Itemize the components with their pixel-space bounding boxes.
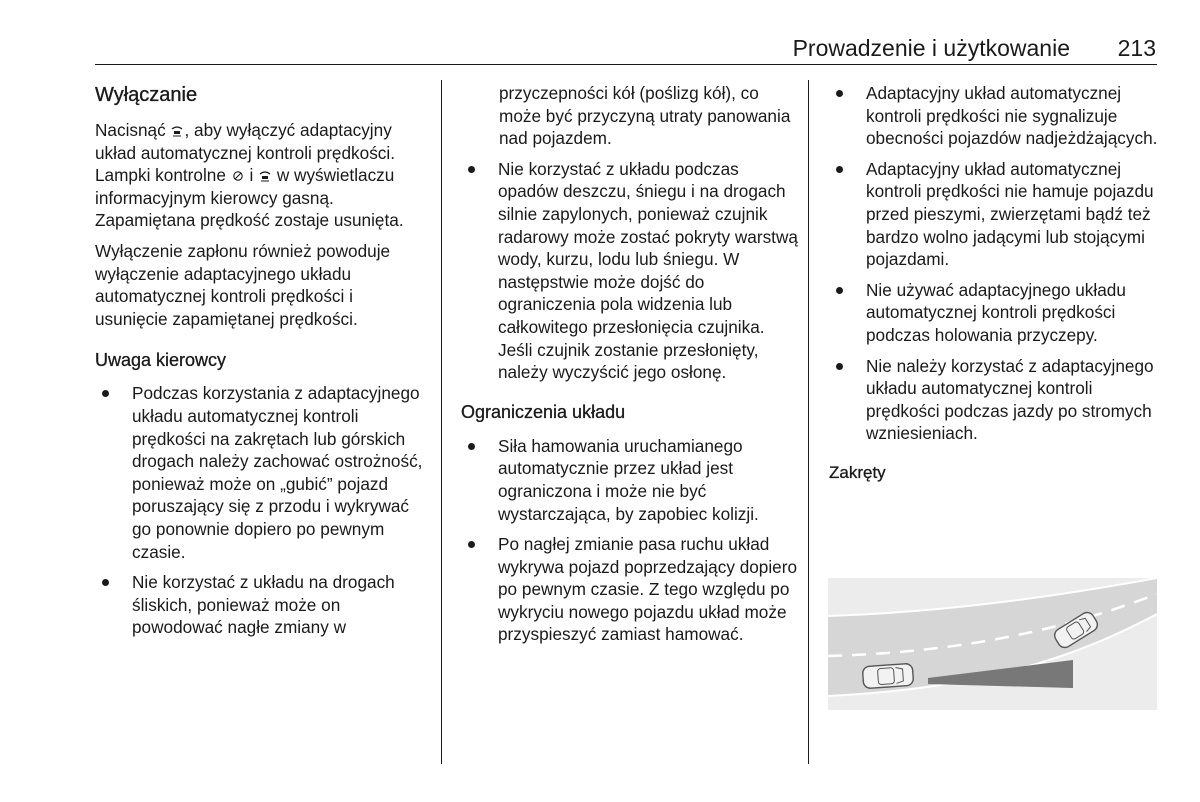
- heading-zakrety: Zakręty: [829, 462, 886, 482]
- list-item-text: Nie używać adaptacyjnego układu automatycznej kontroli prędkości podczas holowania przyczepy.: [866, 279, 1126, 345]
- limitations-list: [461, 435, 799, 646]
- list-item-text: Adaptacyjny układ automatycznej kontroli prędkości nie sygnalizuje obecności pojazdów nadjeżdżających.: [866, 83, 1158, 149]
- cruise-control-icon: [259, 170, 271, 182]
- bullet: [836, 363, 843, 370]
- p1-text-2: , aby wyłączyć adaptacyjny układ automatycznej kontroli prędkości. Lampki kontrolne: [95, 120, 395, 186]
- bullet: [836, 166, 843, 173]
- column-divider-2: [808, 80, 809, 764]
- list-item: [829, 82, 1159, 150]
- bullet: [102, 390, 109, 397]
- section-title: Prowadzenie i użytkowanie: [792, 35, 1070, 61]
- list-item: [829, 355, 1159, 445]
- list-item: [461, 533, 799, 646]
- list-item: [829, 279, 1159, 347]
- list-item-text: Nie korzystać z układu podczas opadów deszczu, śniegu i na drogach silnie zapylonych, ponieważ czujnik radarowy może zostać pokryty warstwą wody, kurzu, lodu lub śniegu. W następstwie może dojść do ograniczenia pola widzenia lub całkowitego przesłonięcia czujnika. Jeśli czujnik zostanie przesłonięty, należy wyczyścić jego osłonę.: [498, 158, 798, 383]
- list-item: [829, 158, 1159, 271]
- header-divider: [95, 64, 1157, 65]
- bullet: [468, 541, 475, 548]
- column-1: [95, 82, 429, 639]
- list-item-text: Siła hamowania uruchamianego automatycznie przez układ jest ograniczona i może nie być wystarczająca, by zapobiec kolizji.: [498, 435, 759, 524]
- list-item: [95, 571, 429, 639]
- cruise-control-icon: [171, 125, 183, 137]
- own-vehicle-icon: [862, 663, 913, 688]
- heading-wylaczanie: Wyłączanie: [95, 84, 198, 106]
- vehicle-follow-icon: [232, 170, 244, 182]
- p1-text-1: Nacisnąć: [95, 120, 166, 140]
- continued-text: przyczepności kół (poślizg kół), co może być przyczyną utraty panowania nad pojazdem.: [499, 83, 791, 149]
- bullet: [468, 443, 475, 450]
- warnings-list: [461, 158, 799, 384]
- column-3: [829, 82, 1159, 485]
- bullet: [836, 287, 843, 294]
- list-item: [95, 382, 429, 563]
- list-item-text: Nie korzystać z układu na drogach śliskich, ponieważ może on powodować nagłe zmiany w: [132, 572, 395, 638]
- p1-text-3: i: [249, 165, 254, 186]
- list-item-text: Po nagłej zmianie pasa ruchu układ wykrywa pojazd poprzedzający dopiero po pewnym czasie. Z tego względu po wykryciu nowego pojazdu układ może przyspieszyć zamiast hamować.: [498, 534, 798, 645]
- paragraph-ignition-off: Wyłączenie zapłonu również powoduje wyłączenie adaptacyjnego układu automatycznej kontroli prędkości i usunięcie zapamiętanej prędkości.: [95, 240, 391, 329]
- list-item-text: Adaptacyjny układ automatycznej kontroli prędkości nie hamuje pojazdu przed pieszymi, zwierzętami bądź też bardzo wolno jadącymi lub stojącymi pojazdami.: [866, 158, 1154, 270]
- heading-ograniczenia: Ograniczenia układu: [461, 401, 626, 422]
- limitations-list-continued: [829, 82, 1159, 445]
- bullet: [102, 579, 109, 586]
- p1-text-4: w wyświetlaczu informacyjnym kierowcy gasną. Zapamiętana prędkość zostaje usunięta.: [95, 165, 404, 231]
- page-number: 213: [1117, 35, 1156, 61]
- curve-illustration: [828, 578, 1157, 710]
- list-item: [461, 158, 799, 384]
- column-2: [461, 82, 799, 646]
- list-item-text: Nie należy korzystać z adaptacyjnego układu automatycznej kontroli prędkości podczas jazdy po stromych wzniesieniach.: [866, 355, 1154, 444]
- paragraph-switch-off: [95, 119, 429, 232]
- driver-notice-list: [95, 382, 429, 639]
- heading-uwaga-kierowcy: Uwaga kierowcy: [95, 350, 227, 371]
- list-item-text: Podczas korzystania z adaptacyjnego układu automatycznej kontroli prędkości na zakrętach lub górskich drogach należy zachować ostrożność, ponieważ może on „gubić” pojazd poruszający się z przodu i wykrywać go ponownie dopiero po pewnym czasie.: [132, 383, 423, 562]
- bullet: [836, 90, 843, 97]
- column-divider-1: [441, 80, 442, 764]
- list-item: [461, 435, 799, 525]
- bullet: [468, 166, 475, 173]
- curve-road-diagram: [828, 578, 1157, 710]
